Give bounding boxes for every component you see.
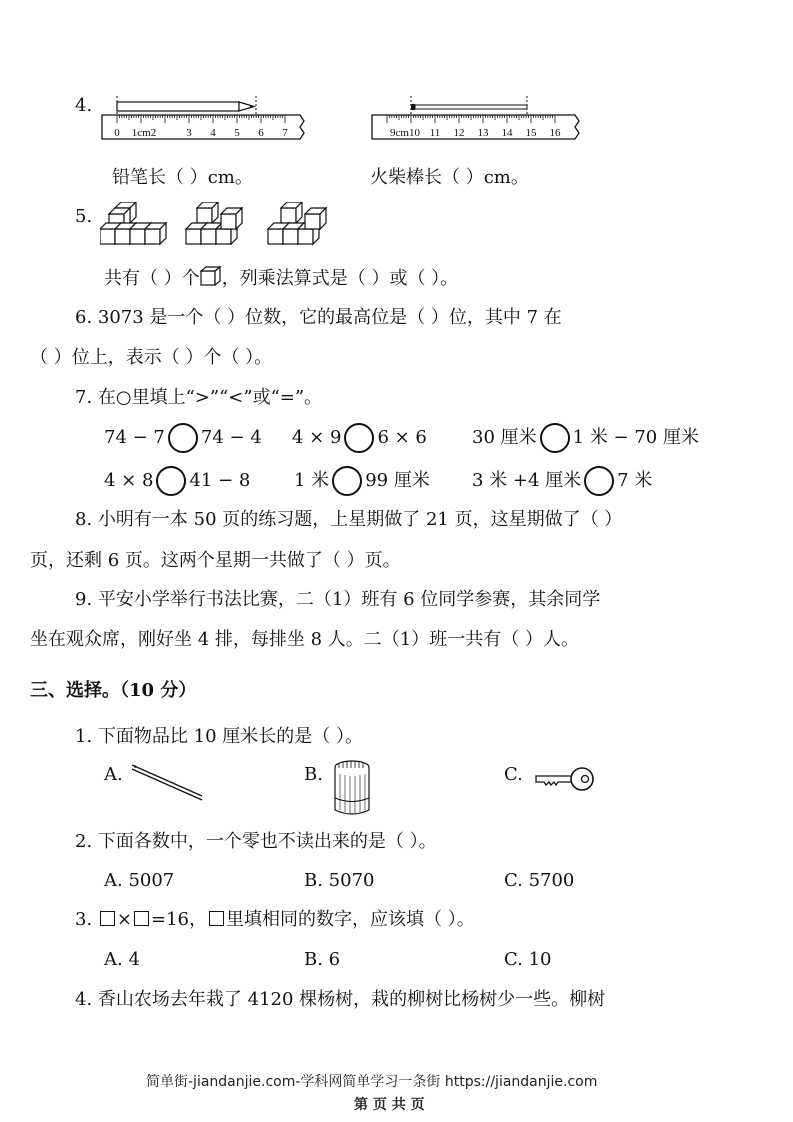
compare-circle[interactable]	[168, 423, 198, 453]
choice-3-option-c: C. 10	[504, 949, 552, 970]
cube-icon	[200, 266, 222, 286]
q5-question	[104, 266, 458, 291]
q7-6-right: 7 米	[617, 470, 653, 491]
choice-1-option-b: B.	[304, 764, 323, 785]
ruler2-tick-0: 9cm10	[390, 127, 420, 139]
q9-line-2: 坐在观众席，刚好坐 4 排，每排坐 8 人。二（1）班一共有（ ）人。	[30, 629, 579, 650]
choice-2-option-c: C. 5700	[504, 870, 575, 891]
q7-item-2	[292, 423, 427, 453]
ruler1-tick-0: 0	[114, 127, 120, 139]
choice-1-question: 1. 下面物品比 10 厘米长的是（ ）。	[75, 726, 363, 747]
ruler2-tick-1: 11	[429, 127, 441, 139]
pencil-icon	[117, 96, 256, 114]
cube-group-1	[100, 202, 166, 244]
q4-number: 4.	[75, 95, 93, 116]
q7-item-4	[104, 466, 250, 496]
q5-text-a: 共有（ ）个	[104, 268, 200, 289]
footer-source: 简单街-jiandanjie.com-学科网简单学习一条街 https://jiandanjie.com	[146, 1074, 598, 1090]
section-3-title: 三、选择。（10 分）	[30, 680, 197, 701]
q6-line-2: （ ）位上，表示（ ）个（ ）。	[30, 347, 273, 368]
ruler2-tick-3: 13	[477, 127, 489, 139]
choice-4-question: 4. 香山农场去年栽了 4120 棵杨树，栽的柳树比杨树少一些。柳树	[75, 989, 606, 1010]
chopsticks-icon	[130, 762, 206, 802]
q5-text-b: ，列乘法算式是（ ）或（ ）。	[221, 268, 459, 289]
choice-3-rest: 里填相同的数字，应该填（ ）。	[226, 909, 475, 930]
q7-2-left: 4 × 9	[292, 427, 342, 448]
q7-5-left: 1 米	[294, 470, 330, 491]
q7-item-1	[104, 423, 262, 453]
cube-groups-figure	[100, 202, 340, 248]
choice-2-question: 2. 下面各数中，一个零也不读出来的是（ ）。	[75, 831, 437, 852]
choice-3-equals: =16，	[151, 909, 208, 930]
compare-circle[interactable]	[344, 423, 374, 453]
q5-number: 5.	[75, 206, 93, 227]
match-icon	[411, 96, 527, 114]
q7-item-5	[294, 466, 430, 496]
q7-3-left: 30 厘米	[472, 427, 537, 448]
ruler2-tick-4: 14	[501, 127, 513, 139]
q7-item-3	[472, 423, 699, 453]
compare-circle[interactable]	[584, 466, 614, 496]
ruler2-tick-6: 16	[549, 127, 561, 139]
ruler1-tick-5: 6	[258, 127, 264, 139]
ruler1-tick-2: 3	[186, 127, 192, 139]
pencil-length-question: 铅笔长（ ）cm。	[112, 167, 253, 188]
ruler2-tick-2: 12	[453, 127, 465, 139]
compare-circle[interactable]	[332, 466, 362, 496]
q7-title: 7. 在○里填上“>”“<”或“=”。	[75, 387, 323, 408]
q7-4-left: 4 × 8	[104, 470, 154, 491]
q6-line-1: 6. 3073 是一个（ ）位数，它的最高位是（ ）位，其中 7 在	[75, 307, 562, 328]
choice-3-option-a: A. 4	[104, 949, 140, 970]
q7-5-right: 99 厘米	[365, 470, 430, 491]
q7-6-left: 3 米 +4 厘米	[472, 470, 582, 491]
ruler1-tick-4: 5	[234, 127, 240, 139]
pencil-ruler-figure	[100, 96, 305, 156]
ruler1-tick-6: 7	[282, 127, 288, 139]
toothpick-jar-icon	[330, 758, 374, 818]
compare-circle[interactable]	[540, 423, 570, 453]
footer-page: 第 页 共 页	[354, 1097, 425, 1113]
q7-1-right: 74 − 4	[200, 427, 262, 448]
choice-2-option-b: B. 5070	[304, 870, 375, 891]
choice-3-option-b: B. 6	[304, 949, 341, 970]
q7-item-6	[472, 466, 652, 496]
ruler1-tick-1: 1cm2	[131, 127, 157, 139]
match-ruler-figure	[370, 96, 580, 156]
blank-square-icon	[100, 911, 115, 926]
match-length-question: 火柴棒长（ ）cm。	[370, 167, 529, 188]
compare-circle[interactable]	[156, 466, 186, 496]
choice-2-option-a: A. 5007	[104, 870, 175, 891]
choice-3-question	[75, 908, 475, 932]
q8-line-1: 8. 小明有一本 50 页的练习题，上星期做了 21 页，这星期做了（ ）	[75, 509, 623, 530]
choice-1-option-c: C.	[504, 764, 523, 785]
q7-3-right: 1 米 − 70 厘米	[572, 427, 699, 448]
q7-4-right: 41 − 8	[189, 470, 251, 491]
times-sign: ×	[116, 909, 133, 930]
choice-3-number: 3.	[75, 909, 93, 930]
ruler2-tick-5: 15	[525, 127, 537, 139]
q7-2-right: 6 × 6	[377, 427, 427, 448]
choice-1-option-a: A.	[104, 764, 123, 785]
cube-group-2	[186, 202, 242, 244]
ruler1-tick-3: 4	[210, 127, 216, 139]
cube-group-3	[268, 202, 326, 244]
q7-1-left: 74 − 7	[104, 427, 165, 448]
blank-square-icon	[134, 911, 149, 926]
blank-square-icon	[209, 911, 224, 926]
q8-line-2: 页，还剩 6 页。这两个星期一共做了（ ）页。	[30, 550, 401, 571]
key-icon	[534, 765, 596, 793]
q9-line-1: 9. 平安小学举行书法比赛，二（1）班有 6 位同学参赛，其余同学	[75, 589, 601, 610]
